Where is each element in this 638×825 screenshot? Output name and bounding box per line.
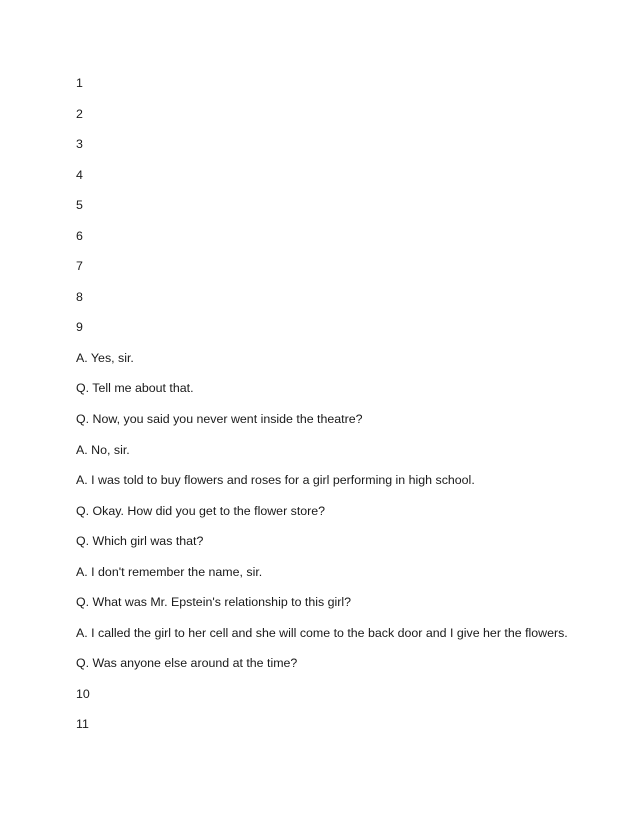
question-line: Q. What was Mr. Epstein's relationship to this girl? bbox=[76, 595, 352, 610]
question-line: Q. Now, you said you never went inside the theatre? bbox=[76, 412, 363, 427]
line-number: 9 bbox=[76, 320, 83, 335]
line-number: 5 bbox=[76, 198, 83, 213]
line-number: 11 bbox=[76, 717, 89, 732]
line-number: 7 bbox=[76, 259, 83, 274]
line-number: 10 bbox=[76, 686, 90, 701]
answer-line: A. I was told to buy flowers and roses for a girl performing in high school. bbox=[76, 473, 475, 488]
answer-line: A. No, sir. bbox=[76, 442, 130, 457]
question-line: Q. Which girl was that? bbox=[76, 534, 204, 549]
question-line: Q. Okay. How did you get to the flower store? bbox=[76, 503, 326, 518]
line-number: 6 bbox=[76, 228, 83, 243]
line-number: 4 bbox=[76, 167, 83, 182]
question-line: Q. Tell me about that. bbox=[76, 381, 194, 396]
line-number: 2 bbox=[76, 106, 83, 121]
line-number: 8 bbox=[76, 289, 83, 304]
line-number: 1 bbox=[76, 76, 83, 90]
answer-line: A. I don't remember the name, sir. bbox=[76, 564, 263, 579]
line-number: 3 bbox=[76, 137, 83, 152]
question-line: Q. Was anyone else around at the time? bbox=[76, 656, 298, 671]
answer-line: A. I called the girl to her cell and she will come to the back door and I give her the flowers. bbox=[76, 625, 568, 640]
transcript-lines bbox=[76, 74, 568, 746]
answer-line: A. Yes, sir. bbox=[76, 350, 134, 365]
